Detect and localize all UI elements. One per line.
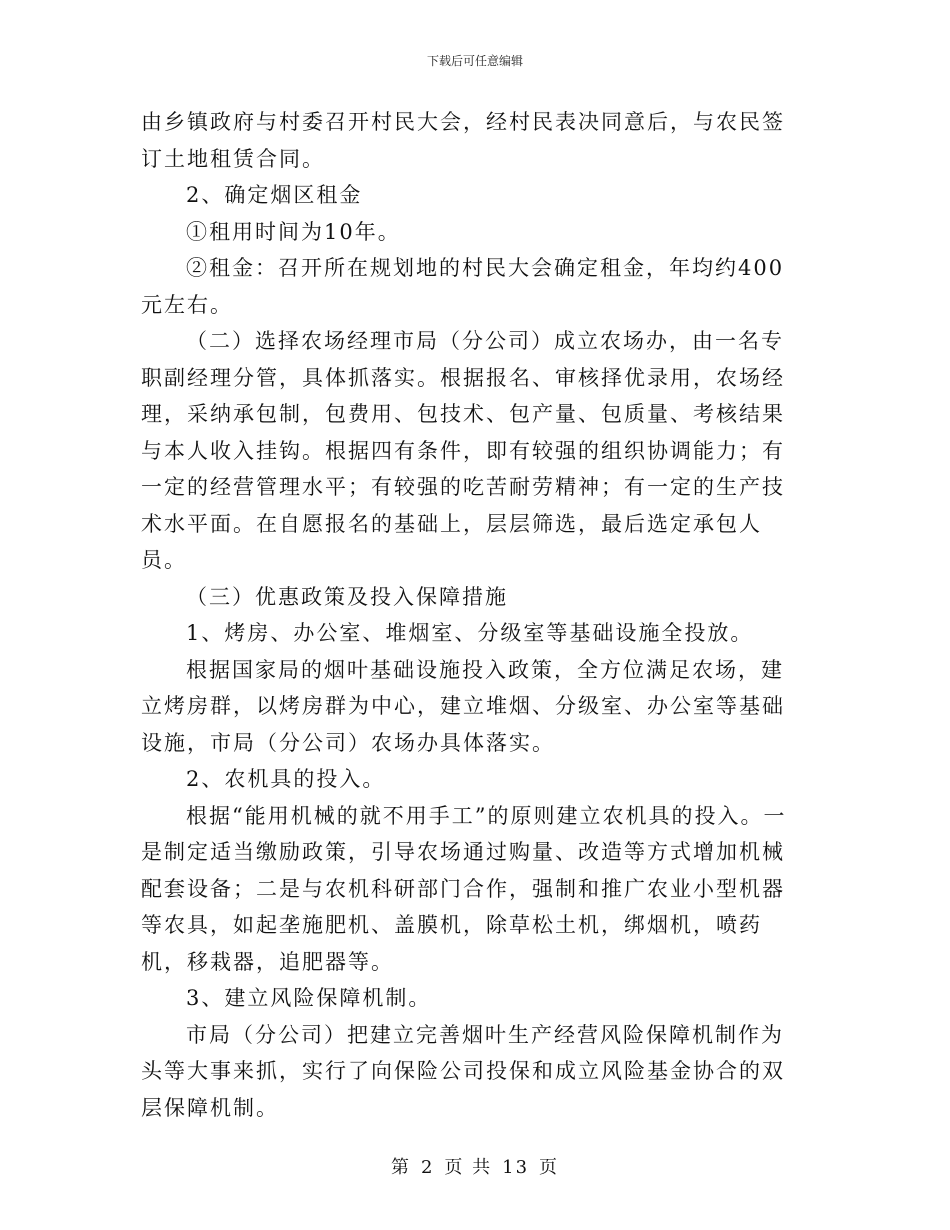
paragraph: 由乡镇政府与村委召开村民大会，经村民表决同意后，与农民签订土地租赁合同。: [141, 110, 785, 171]
paragraph: 2、农机具的投入。: [186, 767, 386, 791]
paragraph: 2、确定烟区租金: [186, 183, 363, 207]
footer-suffix: 页: [539, 1157, 560, 1178]
document-body: [141, 104, 801, 1126]
page-footer: [0, 1153, 950, 1179]
paragraph: 1、烤房、办公室、堆烟室、分级室等基础设施全投放。: [186, 621, 754, 645]
paragraph: ①租用时间为10年。: [186, 219, 401, 244]
total-page-count: 13: [502, 1157, 530, 1178]
footer-prefix: 第: [390, 1157, 411, 1178]
paragraph: （二）选择农场经理市局（分公司）成立农场办，由一名专职副经理分管，具体抓落实。根据报名、审核择优录用，农场经理，采纳承包制，包费用、包技术、包产量、包质量、考核结果与本人收入挂钩。根据四有条件，即有较强的组织协调能力；有一定的经营管理水平；有较强的吃苦耐劳精神；有一定的生产技术水平面。在自愿报名的基础上，层层筛选，最后选定承包人员。: [141, 329, 785, 572]
paragraph: ②租金：召开所在规划地的村民大会确定租金，年均约400元左右。: [141, 256, 785, 317]
paragraph: 根据国家局的烟叶基础设施投入政策，全方位满足农场，建立烤房群，以烤房群为中心，建立堆烟、分级室、办公室等基础设施，市局（分公司）农场办具体落实。: [141, 657, 785, 755]
current-page-number: 2: [420, 1157, 435, 1178]
footer-middle: 页 共: [444, 1157, 493, 1178]
paragraph: 根据“能用机械的就不用手工”的原则建立农机具的投入。一是制定适当缴励政策，引导农场通过购量、改造等方式增加机械配套设备；二是与农机科研部门合作，强制和推广农业小型机器等农具，如起垄施肥机、盖膜机，除草松土机，绑烟机，喷药机，移栽器，追肥器等。: [141, 803, 787, 974]
page-header: 下载后可任意编辑: [426, 54, 523, 68]
paragraph: 市局（分公司）把建立完善烟叶生产经营风险保障机制作为头等大事来抓，实行了向保险公司投保和成立风险基金协合的双层保障机制。: [141, 1022, 785, 1120]
paragraph: 3、建立风险保障机制。: [186, 986, 432, 1010]
section-heading: （三）优惠政策及投入保障措施: [186, 584, 508, 609]
